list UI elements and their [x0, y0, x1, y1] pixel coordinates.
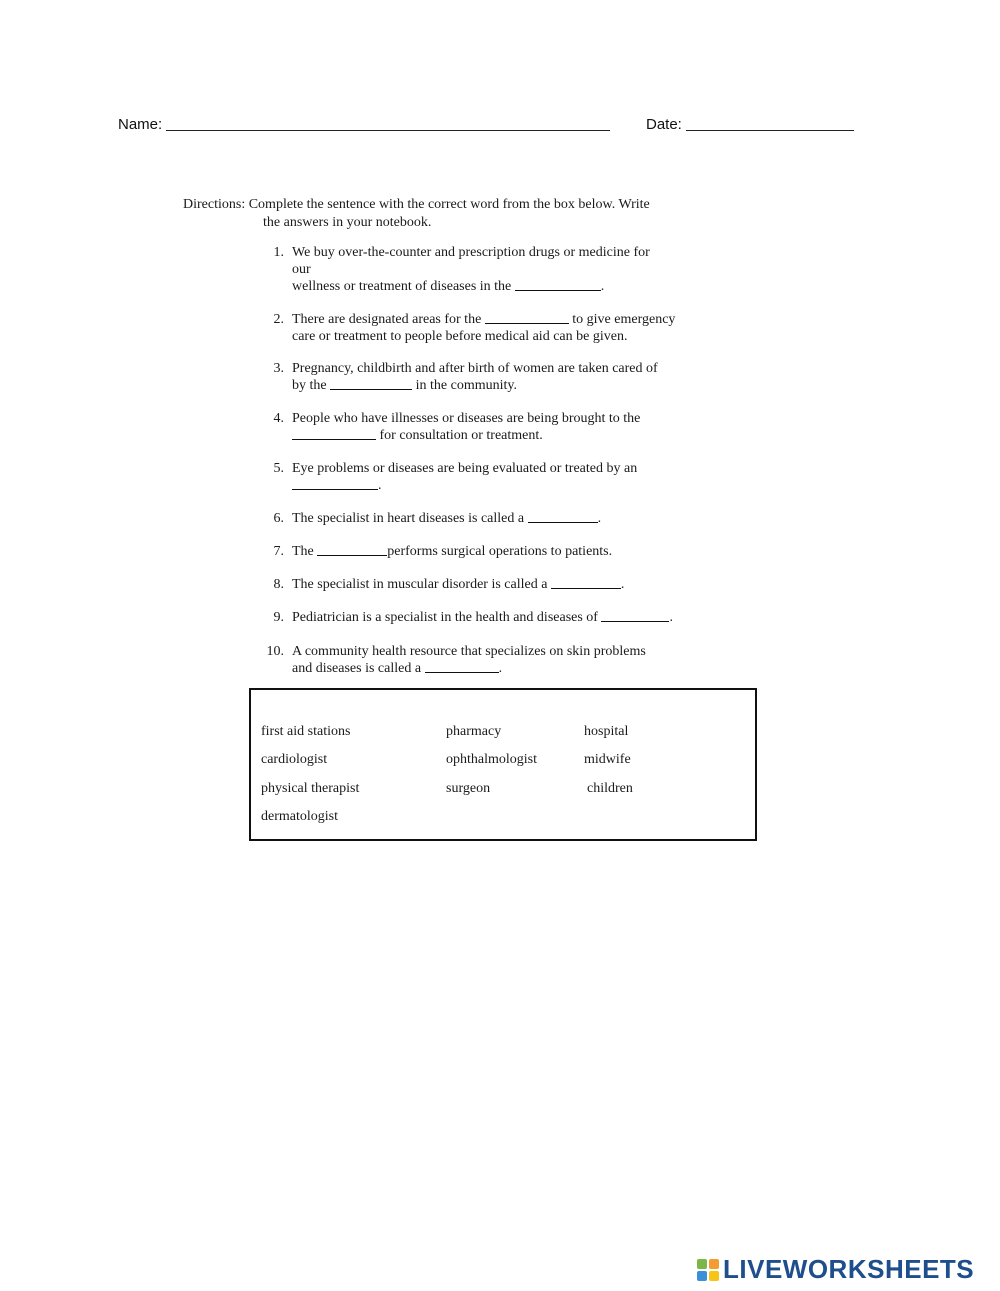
- word-bank-box: [249, 688, 757, 841]
- word-bank-item: physical therapist: [261, 781, 360, 796]
- logo-mark-icon: [697, 1259, 719, 1281]
- word-bank-item: ophthalmologist: [446, 752, 537, 767]
- word-bank-item: dermatologist: [261, 809, 338, 824]
- answer-blank-1[interactable]: [515, 278, 601, 291]
- name-blank[interactable]: [166, 116, 610, 131]
- answer-blank-8[interactable]: [551, 576, 621, 589]
- word-bank-item: cardiologist: [261, 752, 328, 767]
- date-label: Date:: [646, 116, 682, 133]
- answer-blank-2[interactable]: [485, 311, 569, 324]
- word-bank-item: surgeon: [446, 781, 491, 796]
- word-bank-item: first aid stations: [261, 724, 351, 739]
- date-blank[interactable]: [686, 116, 854, 131]
- word-bank-item: midwife: [584, 752, 631, 767]
- answer-blank-4[interactable]: [292, 427, 376, 440]
- directions-text-2: the answers in your notebook.: [263, 215, 432, 230]
- name-field[interactable]: [118, 116, 610, 133]
- directions-label: Directions:: [183, 197, 246, 212]
- directions: [183, 196, 763, 232]
- directions-text-1: Complete the sentence with the correct word from the box below. Write: [248, 197, 650, 212]
- answer-blank-3[interactable]: [330, 377, 412, 390]
- name-label: Name:: [118, 116, 163, 133]
- answer-blank-7[interactable]: [317, 543, 387, 556]
- logo-text: LIVEWORKSHEETS: [723, 1254, 975, 1284]
- word-bank-item: pharmacy: [446, 724, 502, 739]
- answer-blank-5[interactable]: [292, 477, 378, 490]
- word-bank-item: children: [587, 781, 633, 796]
- date-field[interactable]: [646, 116, 854, 133]
- word-bank-item: hospital: [584, 724, 629, 739]
- answer-blank-9[interactable]: [601, 609, 669, 622]
- answer-blank-10[interactable]: [425, 660, 499, 673]
- answer-blank-6[interactable]: [528, 510, 598, 523]
